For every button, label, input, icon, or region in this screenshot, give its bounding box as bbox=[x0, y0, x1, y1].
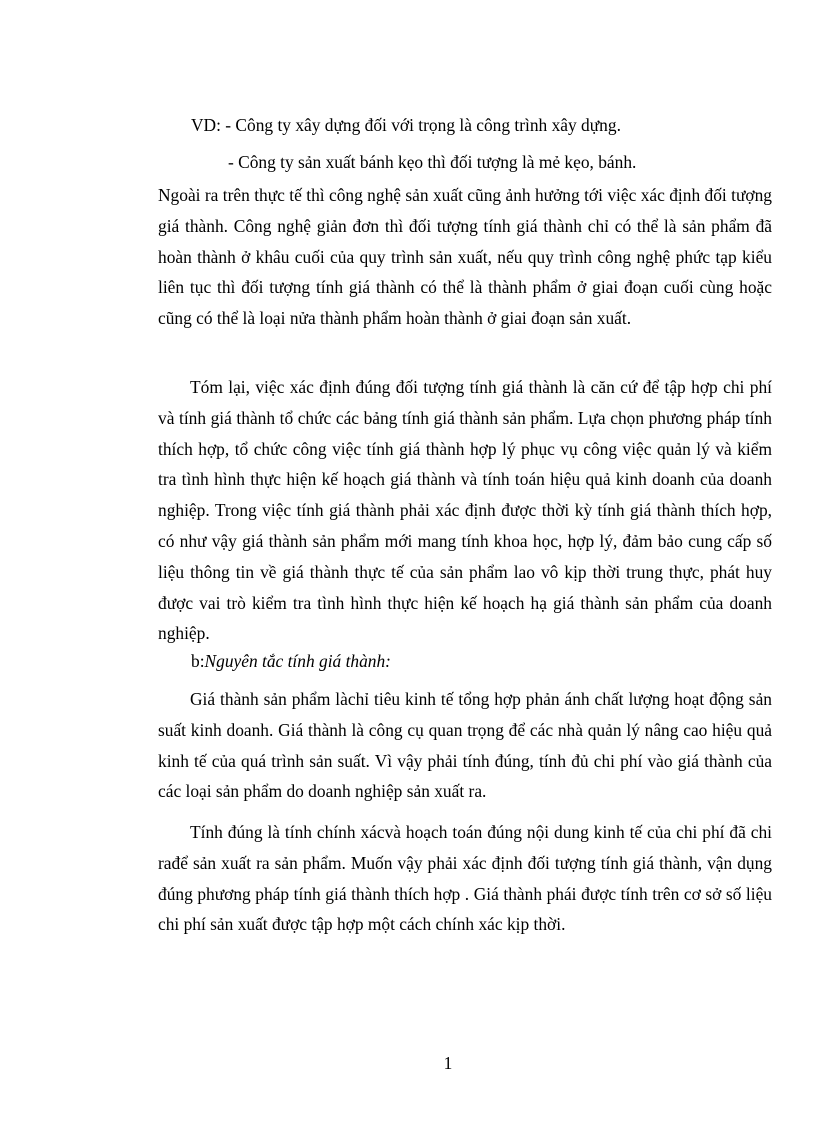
paragraph-accuracy: Tính đúng là tính chính xácvà hoạch toán đúng nội dung kinh tế của chi phí đã chi rađể sản xuất ra sản phẩm. Muốn vậy phải xác định đối tượng tính giá thành, vận dụng đúng phương pháp tính giá thành thích hợp . Giá thành phái được tính trên cơ sở số liệu chi phí sản xuất được tập hợp một cách chính xác kịp thời. bbox=[158, 822, 772, 935]
paragraph-cost-principle: Giá thành sản phẩm làchỉ tiêu kinh tế tổng hợp phản ánh chất lượng hoạt động sản suất kinh doanh. Giá thành là công cụ quan trọng để các nhà quản lý nâng cao hiệu quả kinh tế của quá trình sản suất. Vì vậy phải tính đúng, tính đủ chi phí vào giá thành của các loại sản phẩm do doanh nghiệp sản xuất ra. bbox=[158, 689, 772, 802]
section-heading-prefix: b: bbox=[191, 651, 205, 671]
paragraph-technology-influence: Ngoài ra trên thực tế thì công nghệ sản xuất cũng ảnh hưởng tới việc xác định đối tượng giá thành. Công nghệ giản đơn thì đối tượng tính giá thành chỉ có thể là sản phẩm đã hoàn thành ở khâu cuối của quy trình sản xuất, nếu quy trình công nghệ phức tạp kiểu liên tục thì đối tượng tính giá thành có thể là thành phẩm ở giai đoạn cuối cùng hoặc cũng có thể là loại nửa thành phẩm hoàn thành ở giai đoạn sản xuất. bbox=[158, 185, 772, 329]
section-heading-title: Nguyên tắc tính giá thành: bbox=[204, 651, 391, 671]
page-number: 1 bbox=[443, 1053, 453, 1073]
paragraph-summary: Tóm lại, việc xác định đúng đối tượng tính giá thành là căn cứ để tập hợp chi phí và tính giá thành tổ chức các bảng tính giá thành sản phẩm. Lựa chọn phương pháp tính thích hợp, tổ chức công việc tính giá thành hợp lý phục vụ công việc quản lý và kiểm tra tình hình thực hiện kế hoạch giá thành và tính toán hiệu quả kinh doanh của doanh nghiệp. Trong việc tính giá thành phải xác định được thời kỳ tính giá thành thích hợp, có như vậy giá thành sản phẩm mới mang tính khoa học, hợp lý, đảm bảo cung cấp số liệu thông tin về giá thành thực tế của sản phẩm lao vô kịp thời trung thực, phát huy được vai trò kiểm tra tình hình thực hiện kế hoạch hạ giá thành sản phẩm của doanh nghiệp. bbox=[158, 377, 772, 644]
example-line-1: VD: - Công ty xây dựng đối với trọng là công trình xây dựng. bbox=[191, 115, 621, 135]
section-heading-b bbox=[191, 651, 391, 671]
example-line-2: - Công ty sản xuất bánh kẹo thì đối tượng là mẻ kẹo, bánh. bbox=[228, 152, 637, 172]
